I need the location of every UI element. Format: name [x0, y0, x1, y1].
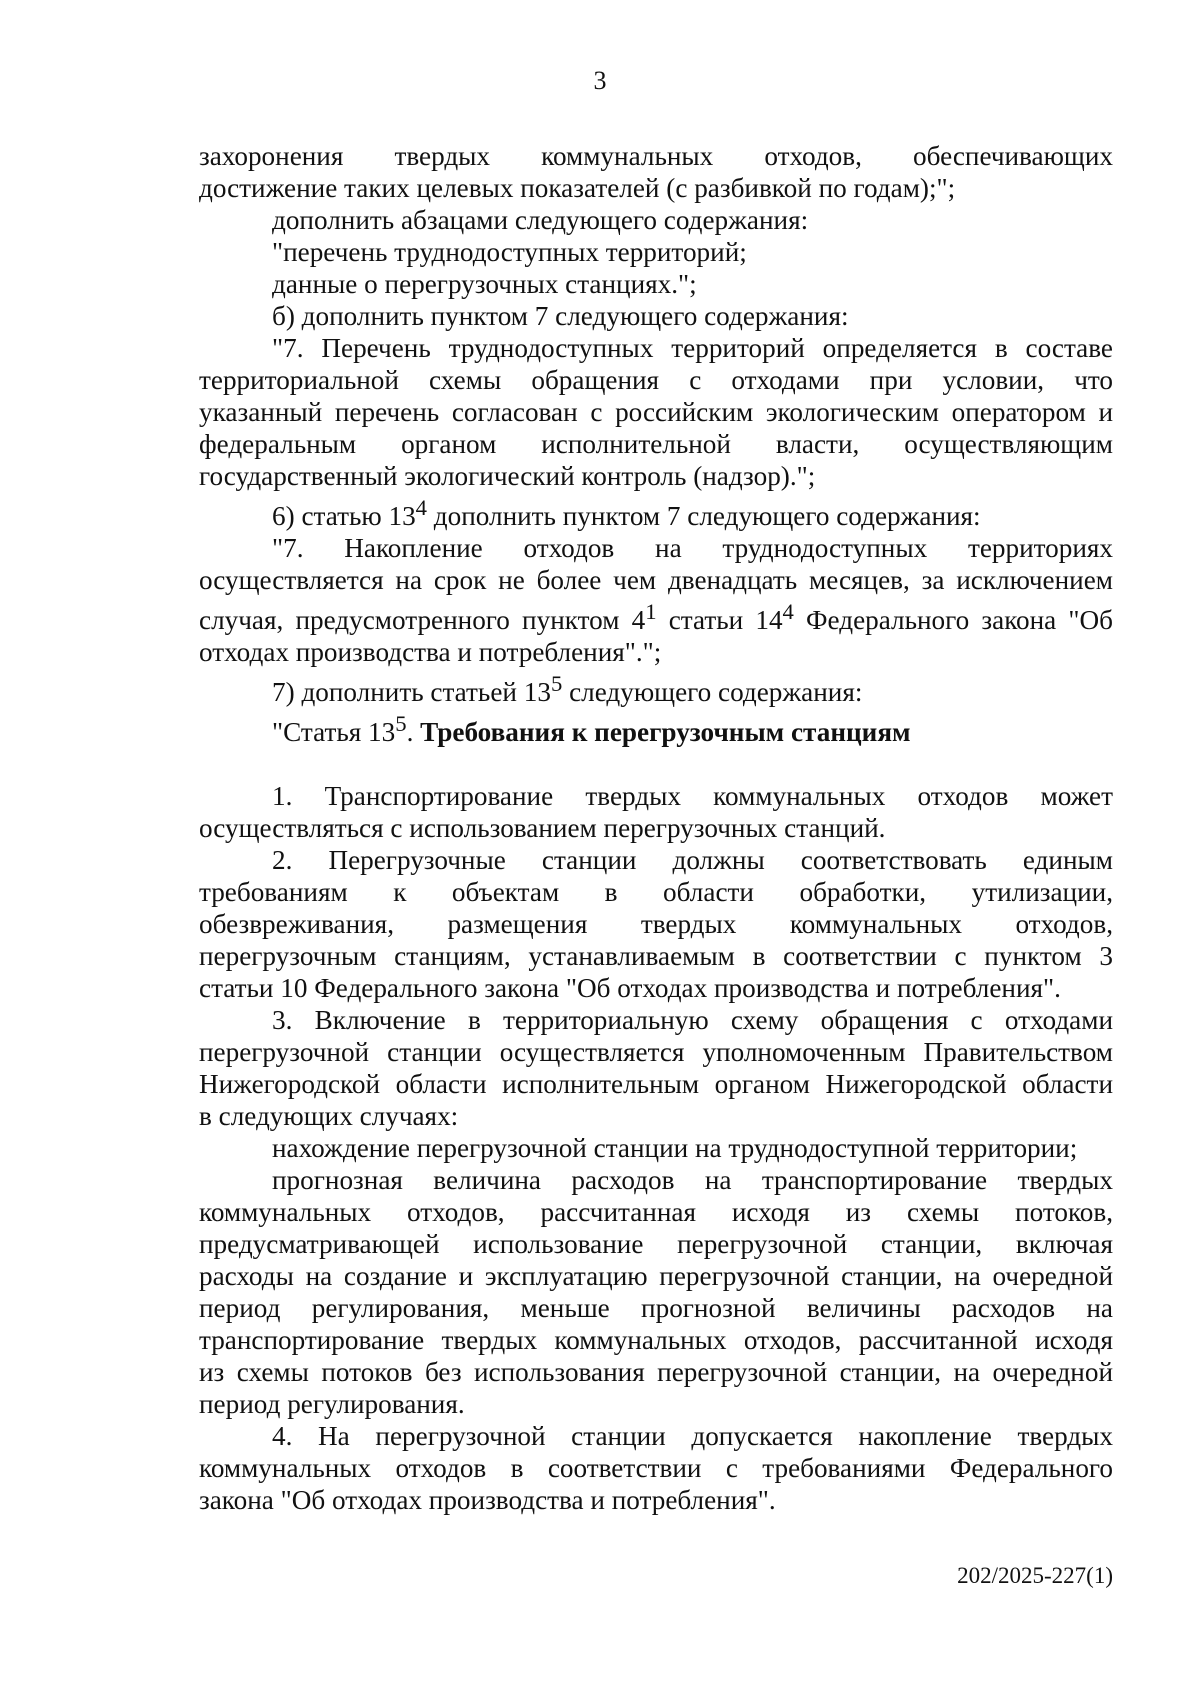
superscript: 1 — [645, 599, 657, 625]
text-line: нахождение перегрузочной станции на труднодоступной территории; — [272, 1133, 1078, 1164]
superscript: 4 — [782, 599, 794, 625]
article-title: Требования к перегрузочным станциям — [420, 717, 911, 748]
text-line: предусматривающей использование перегрузочной станции, включая — [199, 1229, 1113, 1260]
text-segment: дополнить пунктом 7 следующего содержания: — [427, 501, 981, 532]
text-line: осуществляется на срок не более чем двенадцать месяцев, за исключением — [199, 565, 1113, 596]
text-line: из схемы потоков без использования перегрузочной станции, на очередной — [199, 1357, 1113, 1388]
text-line: закона "Об отходах производства и потребления". — [199, 1485, 776, 1516]
text-line: коммунальных отходов, рассчитанная исходя из схемы потоков, — [199, 1197, 1113, 1228]
text-line: осуществляться с использованием перегрузочных станций. — [199, 813, 886, 844]
text-line — [199, 596, 1113, 636]
text-line: территориальной схемы обращения с отходами при условии, что — [199, 365, 1113, 395]
text-segment: Федерального закона "Об — [793, 605, 1113, 636]
text-line: 3. Включение в территориальную схему обращения с отходами — [272, 1005, 1113, 1036]
text-line: государственный экологический контроль (надзор)."; — [199, 461, 816, 491]
text-line — [199, 668, 1113, 708]
document-body — [199, 140, 1113, 1516]
text-line: б) дополнить пунктом 7 следующего содержания: — [272, 301, 849, 331]
text-line: "7. Перечень труднодоступных территорий определяется в составе — [272, 333, 1113, 363]
superscript: 4 — [415, 495, 427, 520]
text-line: обезвреживания, размещения твердых коммунальных отходов, — [199, 909, 1113, 940]
text-line: федеральным органом исполнительной власти, осуществляющим — [199, 429, 1113, 459]
document-code: 202/2025-227(1) — [957, 1563, 1113, 1588]
text-line: перегрузочным станциям, устанавливаемым в соответствии с пунктом 3 — [199, 941, 1113, 972]
text-line: статьи 10 Федерального закона "Об отходах производства и потребления". — [199, 973, 1061, 1004]
text-line: период регулирования. — [199, 1389, 465, 1420]
text-line: 2. Перегрузочные станции должны соответствовать единым — [272, 845, 1113, 876]
text-line: данные о перегрузочных станциях."; — [272, 269, 697, 299]
text-line: коммунальных отходов в соответствии с требованиями Федерального — [199, 1453, 1113, 1484]
text-line: прогнозная величина расходов на транспортирование твердых — [272, 1165, 1113, 1196]
text-segment: статьи 14 — [656, 605, 783, 636]
text-line: отходах производства и потребления"."; — [199, 637, 662, 668]
text-line: Нижегородской области исполнительным органом Нижегородской области — [199, 1069, 1113, 1100]
text-line: "перечень труднодоступных территорий; — [272, 237, 747, 267]
text-line: захоронения твердых коммунальных отходов, обеспечивающих — [199, 141, 1113, 171]
page-number: 3 — [593, 66, 607, 95]
text-line: достижение таких целевых показателей (с разбивкой по годам);"; — [199, 173, 956, 203]
spacer — [199, 748, 1113, 780]
text-segment: следующего содержания: — [562, 677, 863, 708]
article-heading — [199, 708, 1113, 748]
text-line: требованиям к объектам в области обработки, утилизации, — [199, 877, 1113, 908]
text-segment: . — [406, 717, 421, 748]
superscript: 5 — [395, 711, 407, 737]
text-line: в следующих случаях: — [199, 1101, 459, 1132]
superscript: 5 — [550, 671, 563, 697]
text-segment: 6) статью 13 — [272, 501, 416, 532]
text-line — [199, 492, 1113, 532]
text-line: период регулирования, меньше прогнозной величины расходов на — [199, 1293, 1113, 1324]
text-line: 4. На перегрузочной станции допускается накопление твердых — [272, 1421, 1113, 1452]
text-line: "7. Накопление отходов на труднодоступных территориях — [272, 533, 1113, 564]
text-line: 1. Транспортирование твердых коммунальных отходов может — [272, 781, 1113, 812]
text-line: транспортирование твердых коммунальных отходов, рассчитанной исходя — [199, 1325, 1113, 1356]
text-segment: случая, предусмотренного пунктом 4 — [199, 605, 646, 636]
text-line: расходы на создание и эксплуатацию перегрузочной станции, на очередной — [199, 1261, 1113, 1292]
text-segment: 7) дополнить статьей 13 — [272, 677, 551, 708]
text-segment: "Статья 13 — [272, 717, 396, 748]
text-line: указанный перечень согласован с российским экологическим оператором и — [199, 397, 1113, 427]
text-line: перегрузочной станции осуществляется уполномоченным Правительством — [199, 1037, 1113, 1068]
text-line: дополнить абзацами следующего содержания: — [272, 205, 809, 235]
